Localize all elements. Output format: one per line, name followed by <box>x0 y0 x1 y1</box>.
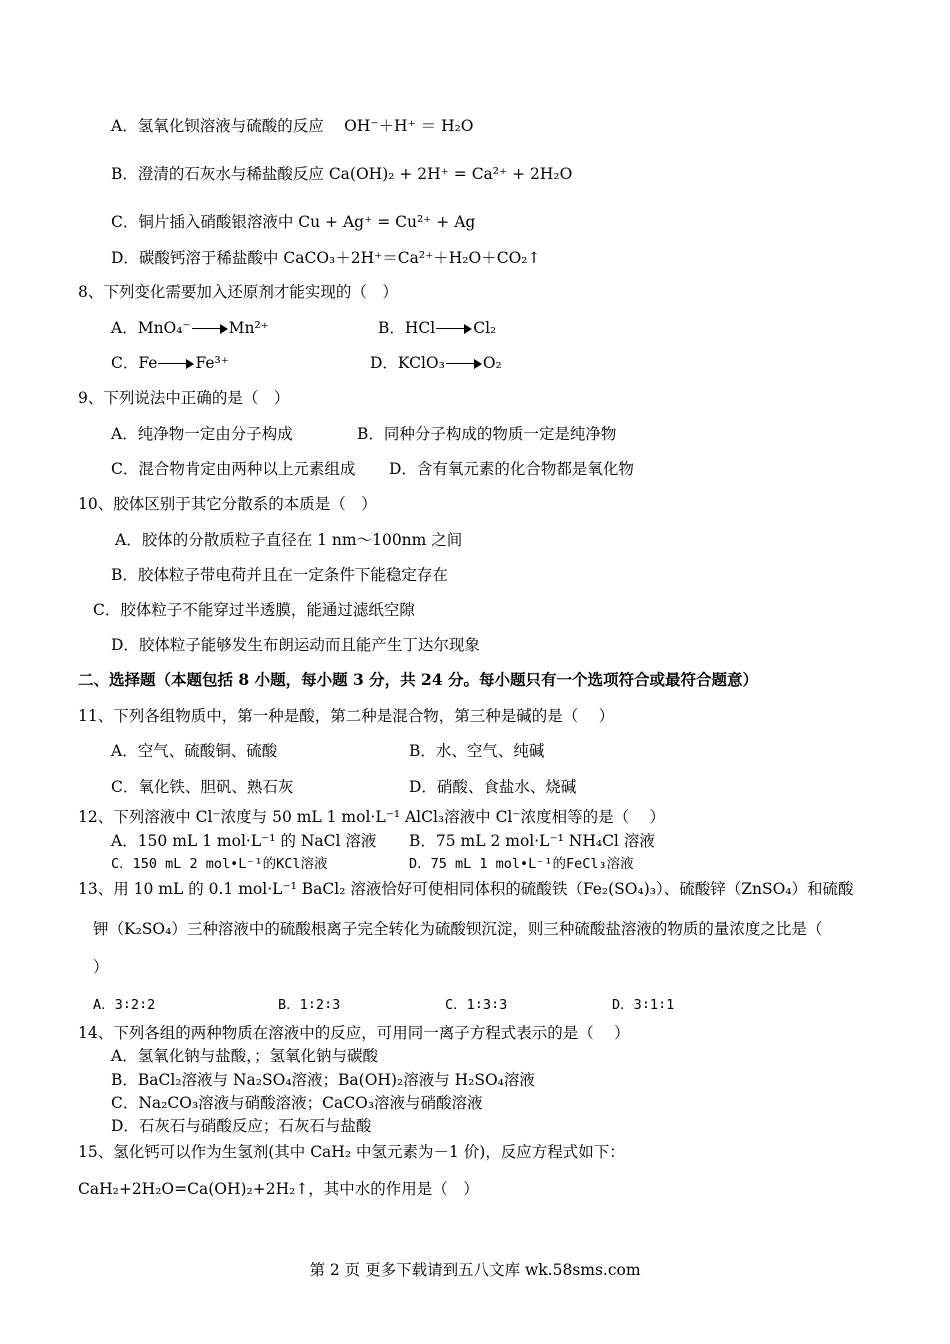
q7-option-b: B．澄清的石灰水与稀盐酸反应 Ca(OH)₂ + 2H⁺ = Ca²⁺ + 2H₂O <box>111 165 573 183</box>
q14-option-c: C．Na₂CO₃溶液与硝酸溶液；CaCO₃溶液与硝酸溶液 <box>111 1094 483 1112</box>
q9-option-a: A．纯净物一定由分子构成 <box>111 425 293 443</box>
q10-option-b: B．胶体粒子带电荷并且在一定条件下能稳定存在 <box>111 566 448 584</box>
q8-b-product: Cl₂ <box>473 319 497 337</box>
q8-option-d <box>370 353 502 373</box>
q13-option-c: C．1∶3∶3 <box>445 997 508 1013</box>
q10-option-d: D．胶体粒子能够发生布朗运动而且能产生丁达尔现象 <box>111 636 480 654</box>
q8-c-reactant: C．Fe <box>111 354 158 372</box>
q12-option-c: C．150 mL 2 mol•L⁻¹的KCl溶液 <box>111 856 328 872</box>
q9-option-b: B．同种分子构成的物质一定是纯净物 <box>357 425 617 443</box>
q10-stem: 10、胶体区别于其它分散系的本质是（ ） <box>78 495 377 513</box>
q14-option-d: D．石灰石与硝酸反应；石灰石与盐酸 <box>111 1117 372 1135</box>
q8-d-product: O₂ <box>482 354 502 372</box>
q8-c-product: Fe³⁺ <box>195 354 229 372</box>
q7-option-a: A．氢氧化钡溶液与硫酸的反应 OH⁻＋H⁺ ＝ H₂O <box>111 117 474 135</box>
q13-option-d: D．3∶1∶1 <box>612 997 675 1013</box>
page-footer: 第 2 页 更多下载请到五八文库 wk.58sms.com <box>309 1261 641 1279</box>
q9-stem: 9、下列说法中正确的是（ ） <box>78 389 290 407</box>
q13-option-a: A．3∶2∶2 <box>93 997 156 1013</box>
q11-option-b: B．水、空气、纯碱 <box>409 742 545 760</box>
q8-stem: 8、下列变化需要加入还原剂才能实现的（ ） <box>78 283 398 301</box>
q9-option-c: C．混合物肯定由两种以上元素组成 <box>111 460 356 478</box>
q8-a-reactant: A．MnO₄⁻ <box>111 319 191 337</box>
q13-stem-line3: ） <box>93 958 109 976</box>
q13-stem-line1: 13、用 10 mL 的 0.1 mol·L⁻¹ BaCl₂ 溶液恰好可使相同体积的硫酸铁（Fe₂(SO₄)₃）、硫酸锌（ZnSO₄）和硫酸 <box>78 880 854 898</box>
q14-option-a: A．氢氧化钠与盐酸，；氢氧化钠与碳酸 <box>111 1047 378 1065</box>
q14-option-b: B．BaCl₂溶液与 Na₂SO₄溶液；Ba(OH)₂溶液与 H₂SO₄溶液 <box>111 1071 535 1089</box>
q9-option-d: D．含有氧元素的化合物都是氧化物 <box>389 460 634 478</box>
q8-a-product: Mn²⁺ <box>228 319 269 337</box>
q7-option-c: C．铜片插入硝酸银溶液中 Cu + Ag⁺ = Cu²⁺ + Ag <box>111 213 476 231</box>
q8-option-b <box>378 318 496 338</box>
q7-option-d: D．碳酸钙溶于稀盐酸中 CaCO₃＋2H⁺＝Ca²⁺＋H₂O＋CO₂↑ <box>111 249 541 267</box>
reaction-arrow-icon <box>192 324 228 334</box>
q10-option-a: A．胶体的分散质粒子直径在 1 nm～100nm 之间 <box>115 531 463 549</box>
q8-option-a <box>111 318 269 338</box>
q13-stem-line2: 钾（K₂SO₄）三种溶液中的硫酸根离子完全转化为硫酸钡沉淀，则三种硫酸盐溶液的物质的量浓度之比是（ <box>93 920 823 938</box>
q11-option-a: A．空气、硫酸铜、硫酸 <box>111 742 278 760</box>
q11-stem: 11、下列各组物质中，第一种是酸，第二种是混合物，第三种是碱的是（ ） <box>78 707 615 725</box>
q13-option-b: B．1∶2∶3 <box>278 997 341 1013</box>
section-heading: 二、选择题（本题包括 8 小题，每小题 3 分，共 24 分。每小题只有一个选项符合或最符合题意） <box>78 670 759 689</box>
reaction-arrow-icon <box>446 359 482 369</box>
q8-b-reactant: B．HCl <box>378 319 436 337</box>
q14-stem: 14、下列各组的两种物质在溶液中的反应，可用同一离子方程式表示的是（ ） <box>78 1024 630 1042</box>
reaction-arrow-icon <box>158 359 194 369</box>
q11-option-c: C．氧化铁、胆矾、熟石灰 <box>111 778 294 796</box>
q11-option-d: D．硝酸、食盐水、烧碱 <box>409 778 577 796</box>
q8-d-reactant: D．KClO₃ <box>370 354 445 372</box>
q15-stem-line2: CaH₂+2H₂O=Ca(OH)₂+2H₂↑，其中水的作用是（ ） <box>78 1180 479 1198</box>
q12-option-b: B．75 mL 2 mol·L⁻¹ NH₄Cl 溶液 <box>409 832 655 850</box>
reaction-arrow-icon <box>436 324 472 334</box>
q10-option-c: C．胶体粒子不能穿过半透膜，能通过滤纸空隙 <box>93 601 415 619</box>
q12-option-d: D．75 mL 1 mol•L⁻¹的FeCl₃溶液 <box>409 856 634 872</box>
q15-stem-line1: 15、氢化钙可以作为生氢剂(其中 CaH₂ 中氢元素为－1 价)，反应方程式如下： <box>78 1143 625 1161</box>
q12-option-a: A．150 mL 1 mol·L⁻¹ 的 NaCl 溶液 <box>111 832 377 850</box>
q8-option-c <box>111 353 229 373</box>
q12-stem: 12、下列溶液中 Cl⁻浓度与 50 mL 1 mol·L⁻¹ AlCl₃溶液中 Cl⁻浓度相等的是（ ） <box>78 808 665 826</box>
